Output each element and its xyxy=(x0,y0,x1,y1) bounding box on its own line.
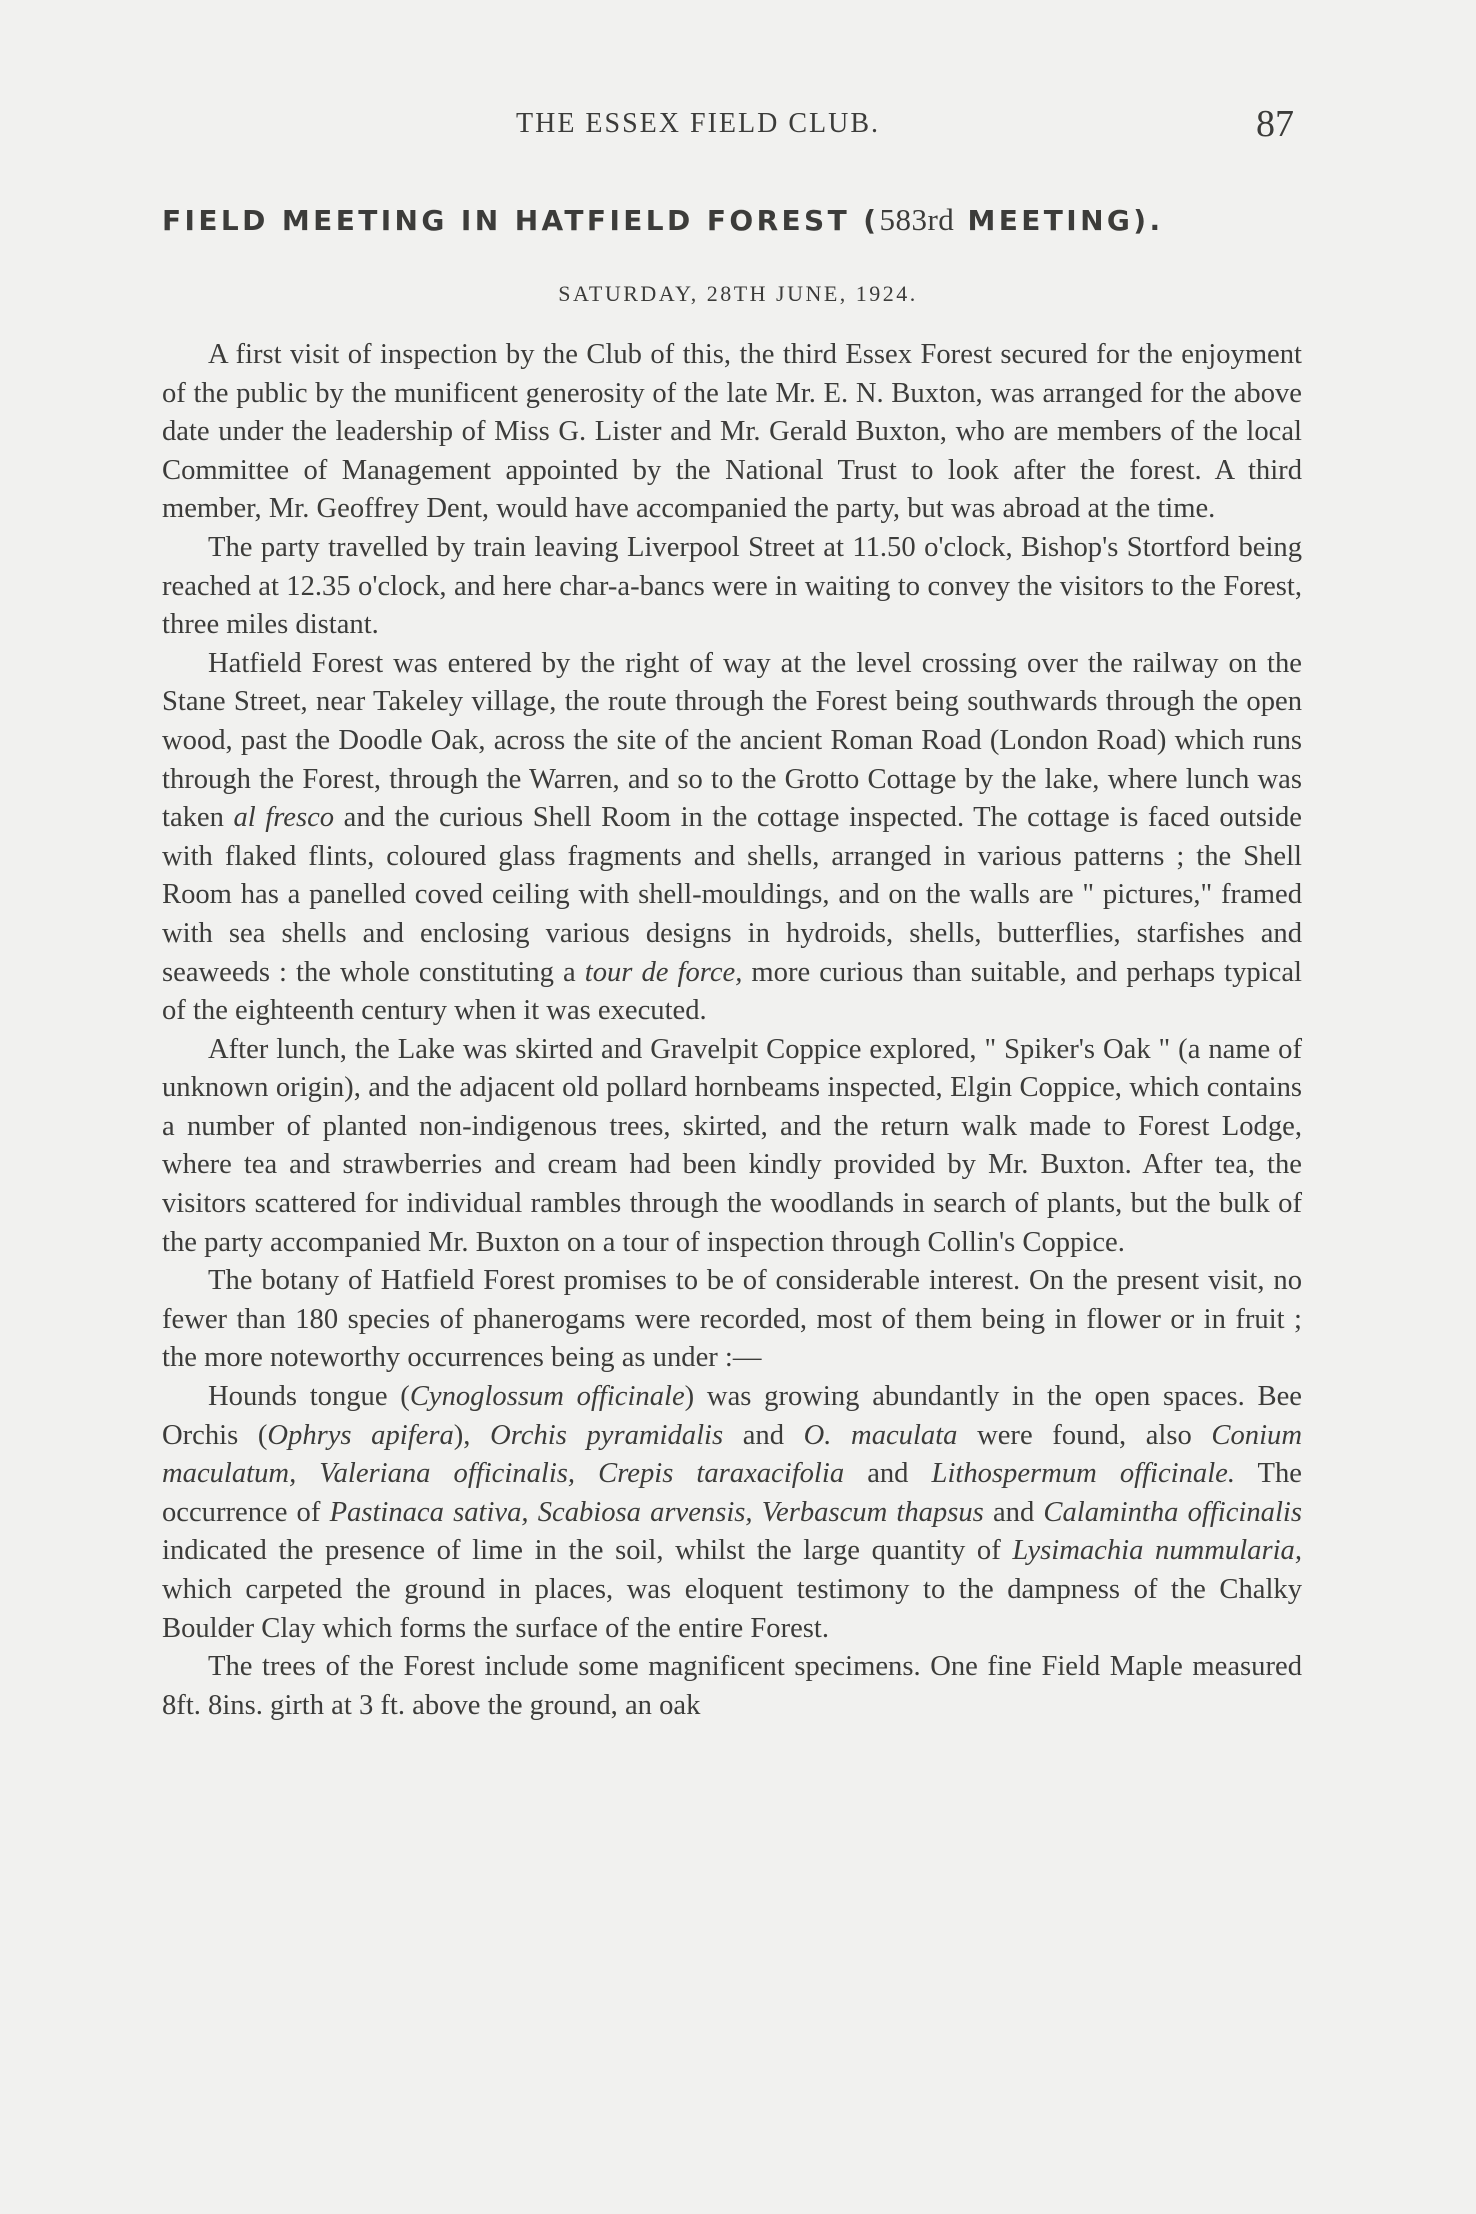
paragraph-6-text: The occurrence of xyxy=(162,1458,1302,1528)
paragraph-6 xyxy=(162,1378,1302,1648)
paragraph-3-italic: al fresco xyxy=(233,802,335,834)
paragraph-3-text: Hatfield Forest was entered by the right of way at the level crossing over the railway on the Stane Street, near Takeley village, the route through the Forest being southwards through the open wood, past the Doodle Oak, across the site of the ancient Roman Road (London Road) which runs through the Forest, through the Warren, and so to the Grotto Cottage by the lake, where lunch was taken xyxy=(162,647,1302,834)
article-title xyxy=(162,202,1312,238)
article-date: SATURDAY, 28TH JUNE, 1924. xyxy=(558,281,918,306)
paragraph-6-text: which carpeted the ground in places, was eloquent testimony to the dampness of the Chalky Boulder Clay which forms the surface of the entire Forest. xyxy=(162,1574,1302,1644)
article-title-main: FIELD MEETING IN HATFIELD FOREST ( xyxy=(162,204,880,237)
paragraph-6-text: ), xyxy=(453,1419,491,1451)
paragraph-6-text: ) was growing abundantly in the open spaces. Bee Orchis ( xyxy=(162,1381,1302,1451)
species-name: O. maculata xyxy=(803,1419,958,1451)
paragraph-3-text: and the curious Shell Room in the cottage inspected. The cottage is faced outside with flaked flints, coloured glass fragments and shells, arranged in various patterns ; the Shell Room has a panelled coved ceiling with shell-mouldings, and on the walls are " pictures," framed with sea shells and enclosing various designs in hydroids, shells, butterflies, starfishes and seaweeds : the whole constituting a xyxy=(162,802,1302,988)
species-name: Orchis pyramidalis xyxy=(490,1419,724,1451)
paragraph-6-text: and xyxy=(723,1419,804,1451)
paragraph-6-text: indicated the presence of lime in the soil, whilst the large quantity of xyxy=(162,1535,1013,1567)
species-name: Conium maculatum, Valeriana officinalis, Crepis taraxacifolia xyxy=(162,1419,1302,1490)
article-body xyxy=(162,336,1302,1725)
running-title: THE ESSEX FIELD CLUB. xyxy=(516,108,880,139)
paragraph-3 xyxy=(162,645,1302,1031)
species-name: Ophrys apifera xyxy=(267,1419,454,1451)
species-name: Lysimachia nummularia, xyxy=(1012,1535,1302,1567)
species-name: Calamintha officinalis xyxy=(1043,1496,1302,1528)
species-name: Cynoglossum officinale xyxy=(409,1381,685,1413)
paragraph-3-text: more curious than suitable, and perhaps typical of the eighteenth century when it was executed. xyxy=(162,956,1302,1027)
paragraph-6-text: and xyxy=(983,1496,1044,1528)
paragraph-5: The botany of Hatfield Forest promises to be of considerable interest. On the present visit, no fewer than 180 species of phanerogams were recorded, most of them being in flower or in fruit ; the more noteworthy occurrences being as under :— xyxy=(162,1265,1302,1374)
article-title-number: 583rd xyxy=(879,202,955,237)
paragraph-6-text: and xyxy=(844,1458,932,1490)
article-title-end: ). xyxy=(1133,204,1164,237)
paragraph-6-text: were found, also xyxy=(957,1419,1212,1451)
paragraph-7: The trees of the Forest include some magnificent specimens. One fine Field Maple measured 8ft. 8ins. girth at 3 ft. above the ground, an oak xyxy=(162,1651,1302,1721)
species-name: Lithospermum officinale. xyxy=(931,1458,1235,1490)
running-head xyxy=(0,103,1476,158)
page-number: 87 xyxy=(1256,103,1294,145)
article-title-meeting: MEETING xyxy=(954,204,1134,237)
paragraph-6-text: Hounds tongue ( xyxy=(208,1381,410,1413)
paragraph-3-italic: tour de force, xyxy=(584,956,743,988)
paragraph-4: After lunch, the Lake was skirted and Gravelpit Coppice explored, " Spiker's Oak " (a name of unknown origin), and the adjacent old pollard hornbeams inspected, Elgin Coppice, which contains a number of planted non-indigenous trees, skirted, and the return walk made to Forest Lodge, where tea and strawberries and cream had been kindly provided by Mr. Buxton. After tea, the visitors scattered for individual rambles through the woodlands in search of plants, but the bulk of the party accompanied Mr. Buxton on a tour of inspection through Collin's Coppice. xyxy=(162,1033,1302,1258)
species-name: Pastinaca sativa, Scabiosa arvensis, Verbascum thapsus xyxy=(329,1496,984,1528)
paragraph-1: A first visit of inspection by the Club of this, the third Essex Forest secured for the enjoyment of the public by the munificent generosity of the late Mr. E. N. Buxton, was arranged for the above date under the leadership of Miss G. Lister and Mr. Gerald Buxton, who are members of the local Committee of Management appointed by the National Trust to look after the forest. A third member, Mr. Geoffrey Dent, would have accompanied the party, but was abroad at the time. xyxy=(162,339,1302,525)
paragraph-2: The party travelled by train leaving Liverpool Street at 11.50 o'clock, Bishop's Stortford being reached at 12.35 o'clock, and here char-a-bancs were in waiting to convey the visitors to the Forest, three miles distant. xyxy=(162,531,1302,641)
